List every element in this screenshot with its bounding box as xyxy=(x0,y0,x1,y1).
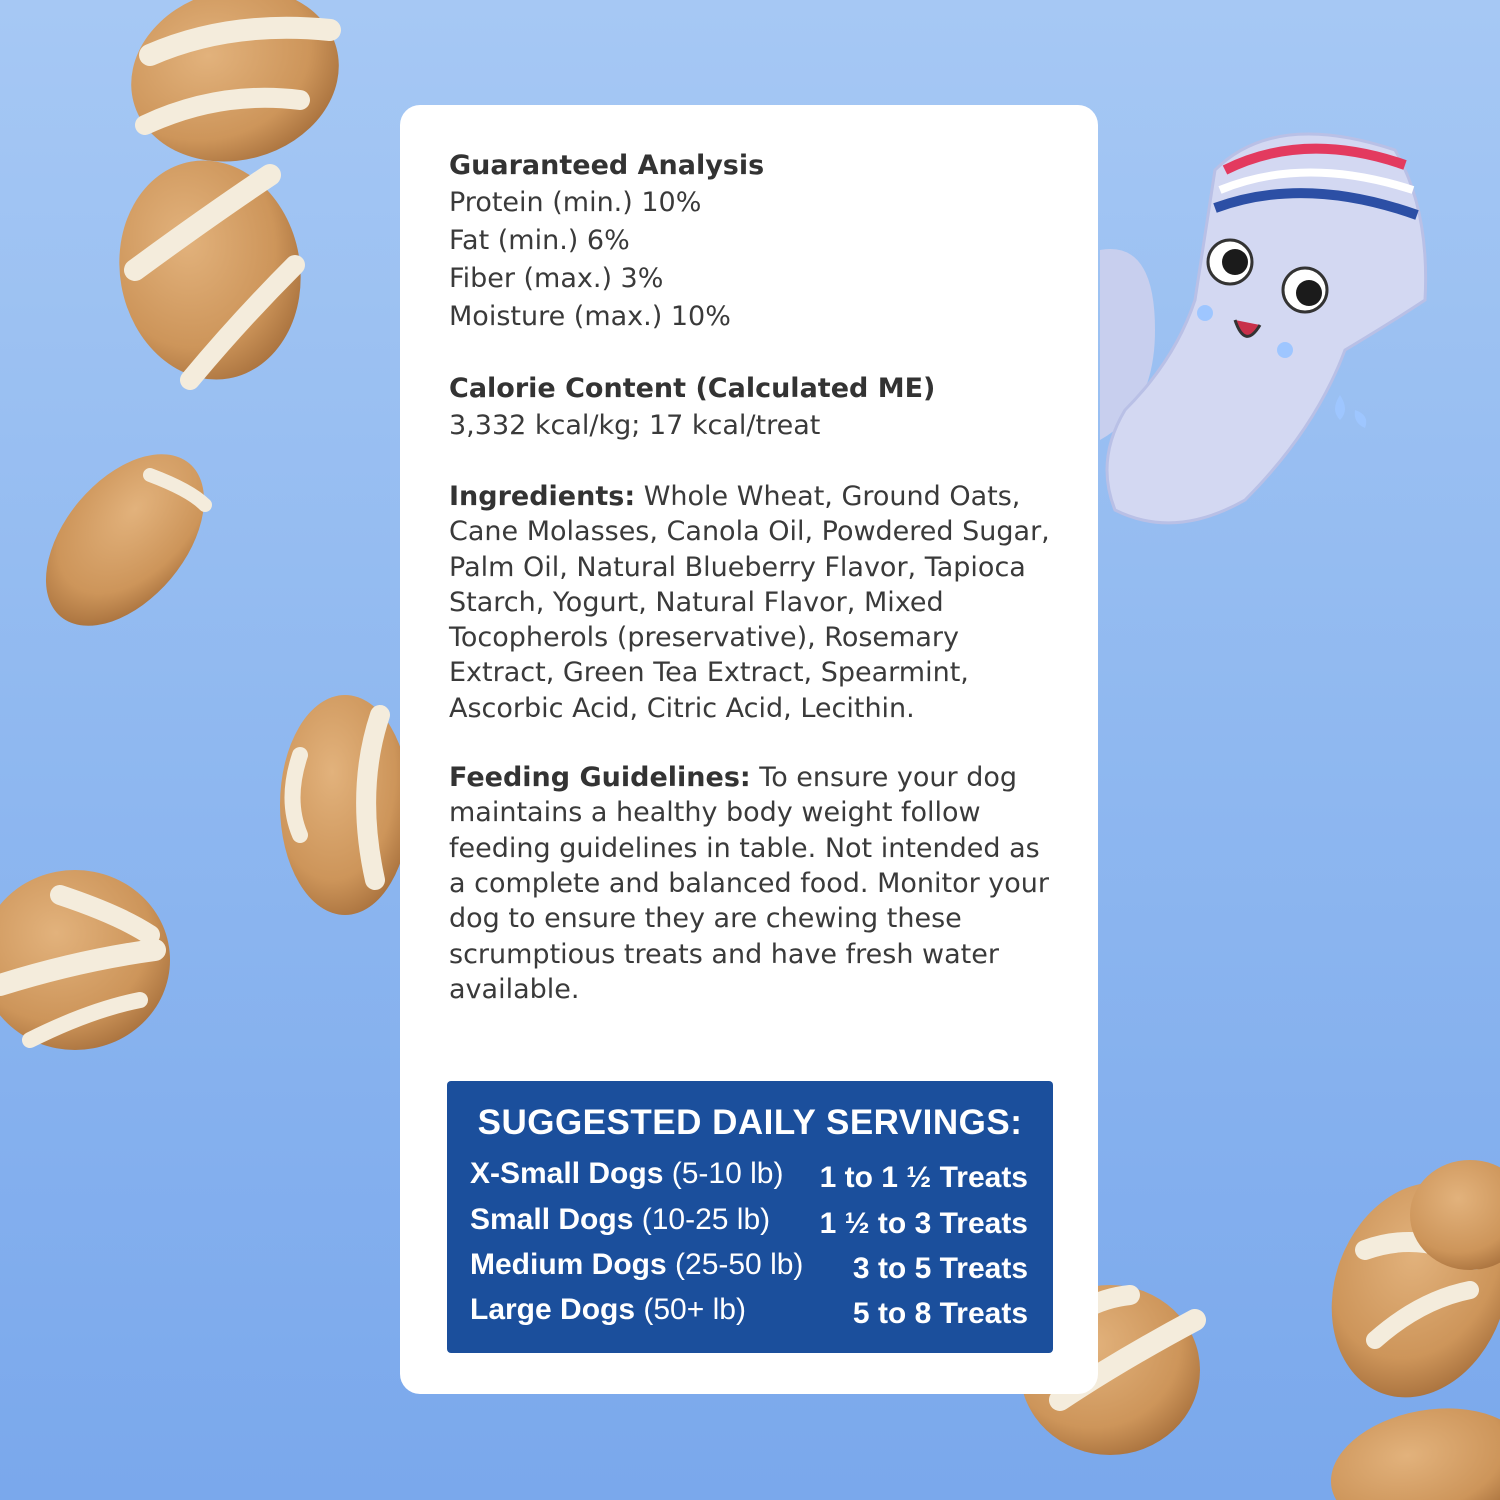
treat-icon xyxy=(1321,1394,1500,1500)
dog-size-label: Medium Dogs xyxy=(470,1248,667,1281)
serving-amount: 5 to 8 Treats xyxy=(852,1297,1028,1330)
servings-row xyxy=(470,1157,1028,1197)
servings-title: SUGGESTED DAILY SERVINGS: xyxy=(477,1103,1023,1142)
guaranteed-analysis-section xyxy=(449,147,1059,336)
dog-weight: (5-10 lb) xyxy=(671,1157,784,1190)
servings-row xyxy=(470,1203,1028,1243)
servings-row xyxy=(470,1248,1028,1288)
dog-size-label: X-Small Dogs xyxy=(470,1157,664,1190)
dog-weight: (50+ lb) xyxy=(643,1293,746,1326)
analysis-line: Moisture (max.) 10% xyxy=(449,301,731,332)
dog-size xyxy=(470,1203,770,1237)
ingredients-label: Ingredients: xyxy=(449,481,636,512)
sock-mascot-icon xyxy=(1095,110,1435,540)
servings-table xyxy=(447,1081,1053,1353)
analysis-title: Guaranteed Analysis xyxy=(449,150,765,181)
analysis-line: Fiber (max.) 3% xyxy=(449,263,664,294)
calorie-value: 3,332 kcal/kg; 17 kcal/treat xyxy=(449,410,821,441)
treat-icon xyxy=(0,870,170,1050)
treat-icon xyxy=(102,146,317,394)
servings-row xyxy=(470,1293,1028,1333)
serving-amount: 1 to 1 ½ Treats xyxy=(819,1161,1028,1194)
serving-amount: 1 ½ to 3 Treats xyxy=(819,1207,1028,1240)
serving-amount: 3 to 5 Treats xyxy=(852,1252,1028,1285)
dog-weight: (10-25 lb) xyxy=(641,1203,771,1236)
dog-size xyxy=(470,1293,746,1327)
ingredients-text: Whole Wheat, Ground Oats, Cane Molasses, Canola Oil, Powdered Sugar, Palm Oil, Natural Blueberry Flavor, Tapioca Starch, Yogurt, Natural Flavor, Mixed Tocopherols (preservative), Rosemary Extract, Green Tea Extract, Spearmint, Ascorbic Acid, Citric Acid, Lecithin. xyxy=(449,481,1050,724)
dog-size-label: Large Dogs xyxy=(470,1293,636,1326)
card-content xyxy=(449,147,1059,1041)
analysis-line: Protein (min.) 10% xyxy=(449,187,702,218)
feeding-label: Feeding Guidelines: xyxy=(449,762,751,794)
feeding-text: To ensure your dog maintains a healthy body weight follow feeding guidelines in table. Not intended as a complete and balanced food. Monitor your dog to ensure they are chewing these scrumptious treats and have fresh water available. xyxy=(449,762,1049,1005)
ingredients-section xyxy=(449,479,1059,726)
dog-size xyxy=(470,1157,783,1191)
calorie-title: Calorie Content (Calculated ME) xyxy=(449,373,936,404)
treat-icon xyxy=(112,0,359,184)
dog-weight: (25-50 lb) xyxy=(675,1248,804,1281)
treat-icon xyxy=(280,695,410,915)
calorie-section xyxy=(449,370,1059,445)
analysis-line: Fat (min.) 6% xyxy=(449,225,630,256)
feeding-section xyxy=(449,760,1059,1007)
treat-icon xyxy=(15,425,235,655)
dog-size xyxy=(470,1248,803,1282)
dog-size-label: Small Dogs xyxy=(470,1203,634,1236)
